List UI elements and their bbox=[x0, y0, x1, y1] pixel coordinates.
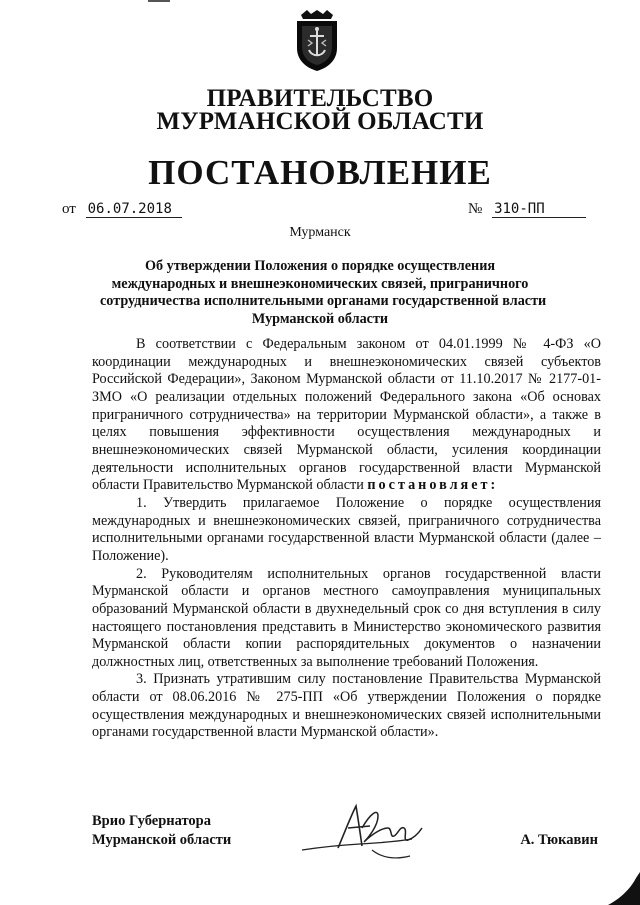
title-line: сотрудничества исполнительными органами государственной власти bbox=[100, 293, 547, 310]
signatory-post-line2: Мурманской области bbox=[92, 832, 232, 848]
date-prefix: от bbox=[62, 201, 76, 217]
document-body bbox=[92, 336, 601, 742]
preamble-paragraph bbox=[92, 336, 601, 495]
document-number bbox=[468, 201, 586, 218]
coat-of-arms-icon bbox=[294, 10, 340, 72]
scan-artifact-line bbox=[148, 0, 170, 2]
list-item: 1. Утвердить прилагаемое Положение о порядке осуществления международных и внешнеэкономических связей, приграничного сотрудничества исполнительными органами государственной власти Мурманской области (далее – Положение). bbox=[92, 494, 601, 564]
government-name-line2: МУРМАНСКОЙ ОБЛАСТИ bbox=[156, 108, 484, 135]
number-prefix: № bbox=[468, 201, 483, 217]
signatory-post bbox=[92, 812, 231, 850]
scan-corner-artifact bbox=[608, 872, 640, 905]
resolves-keyword: постановляет: bbox=[367, 477, 499, 494]
title-line: Об утверждении Положения о порядке осуществления bbox=[144, 258, 496, 274]
date-value: 06.07.2018 bbox=[86, 201, 182, 218]
title-line: международных и внешнеэкономических связей, приграничного bbox=[111, 275, 529, 292]
list-item: 2. Руководителям исполнительных органов государственной власти Мурманской области и органов местного самоуправления муниципальных образований Мурманской области в двухнедельный срок со дня вступления в силу настоящего постановления представить в Министерство экономического развития Мурманской области копии распорядительных документов о назначении должностных лиц, ответственных за выполнение требований Положения. bbox=[92, 565, 601, 670]
government-name-line1: ПРАВИТЕЛЬСТВО bbox=[206, 85, 434, 112]
handwritten-signature bbox=[298, 798, 428, 868]
title-line: Мурманской области bbox=[251, 310, 389, 327]
preamble-text: В соответствии с Федеральным законом от 04.01.1999 № 4-ФЗ «О координации международных и внешнеэкономических связей субъектов Российской Федерации», Законом Мурманской области от 11.10.2017 № 2177-01-ЗМО «О реализации отдельных положений Федерального закона «Об основах приграничного сотрудничества» на территории Мурманской области», а также в целях повышения эффективности осуществления международных и внешнеэкономических связей Мурманской области, усиления координации деятельности исполнительных органов государственной власти Мурманской области Правительство Мурманской области bbox=[92, 336, 601, 494]
signatory-post-line1: Врио Губернатора bbox=[92, 813, 211, 829]
document-title bbox=[100, 258, 547, 328]
document-date bbox=[62, 201, 182, 218]
document-type: ПОСТАНОВЛЕНИЕ bbox=[148, 153, 492, 192]
city-name: Мурманск bbox=[289, 225, 351, 240]
list-item: 3. Признать утратившим силу постановление Правительства Мурманской области от 08.06.2016 № 275-ПП «Об утверждении Положения о порядке осуществления международных и внешнеэкономических связей исполнительными органами государственной власти Мурманской области». bbox=[92, 671, 601, 741]
signatory-name: А. Тюкавин bbox=[520, 832, 598, 848]
number-value: 310-ПП bbox=[492, 201, 586, 218]
